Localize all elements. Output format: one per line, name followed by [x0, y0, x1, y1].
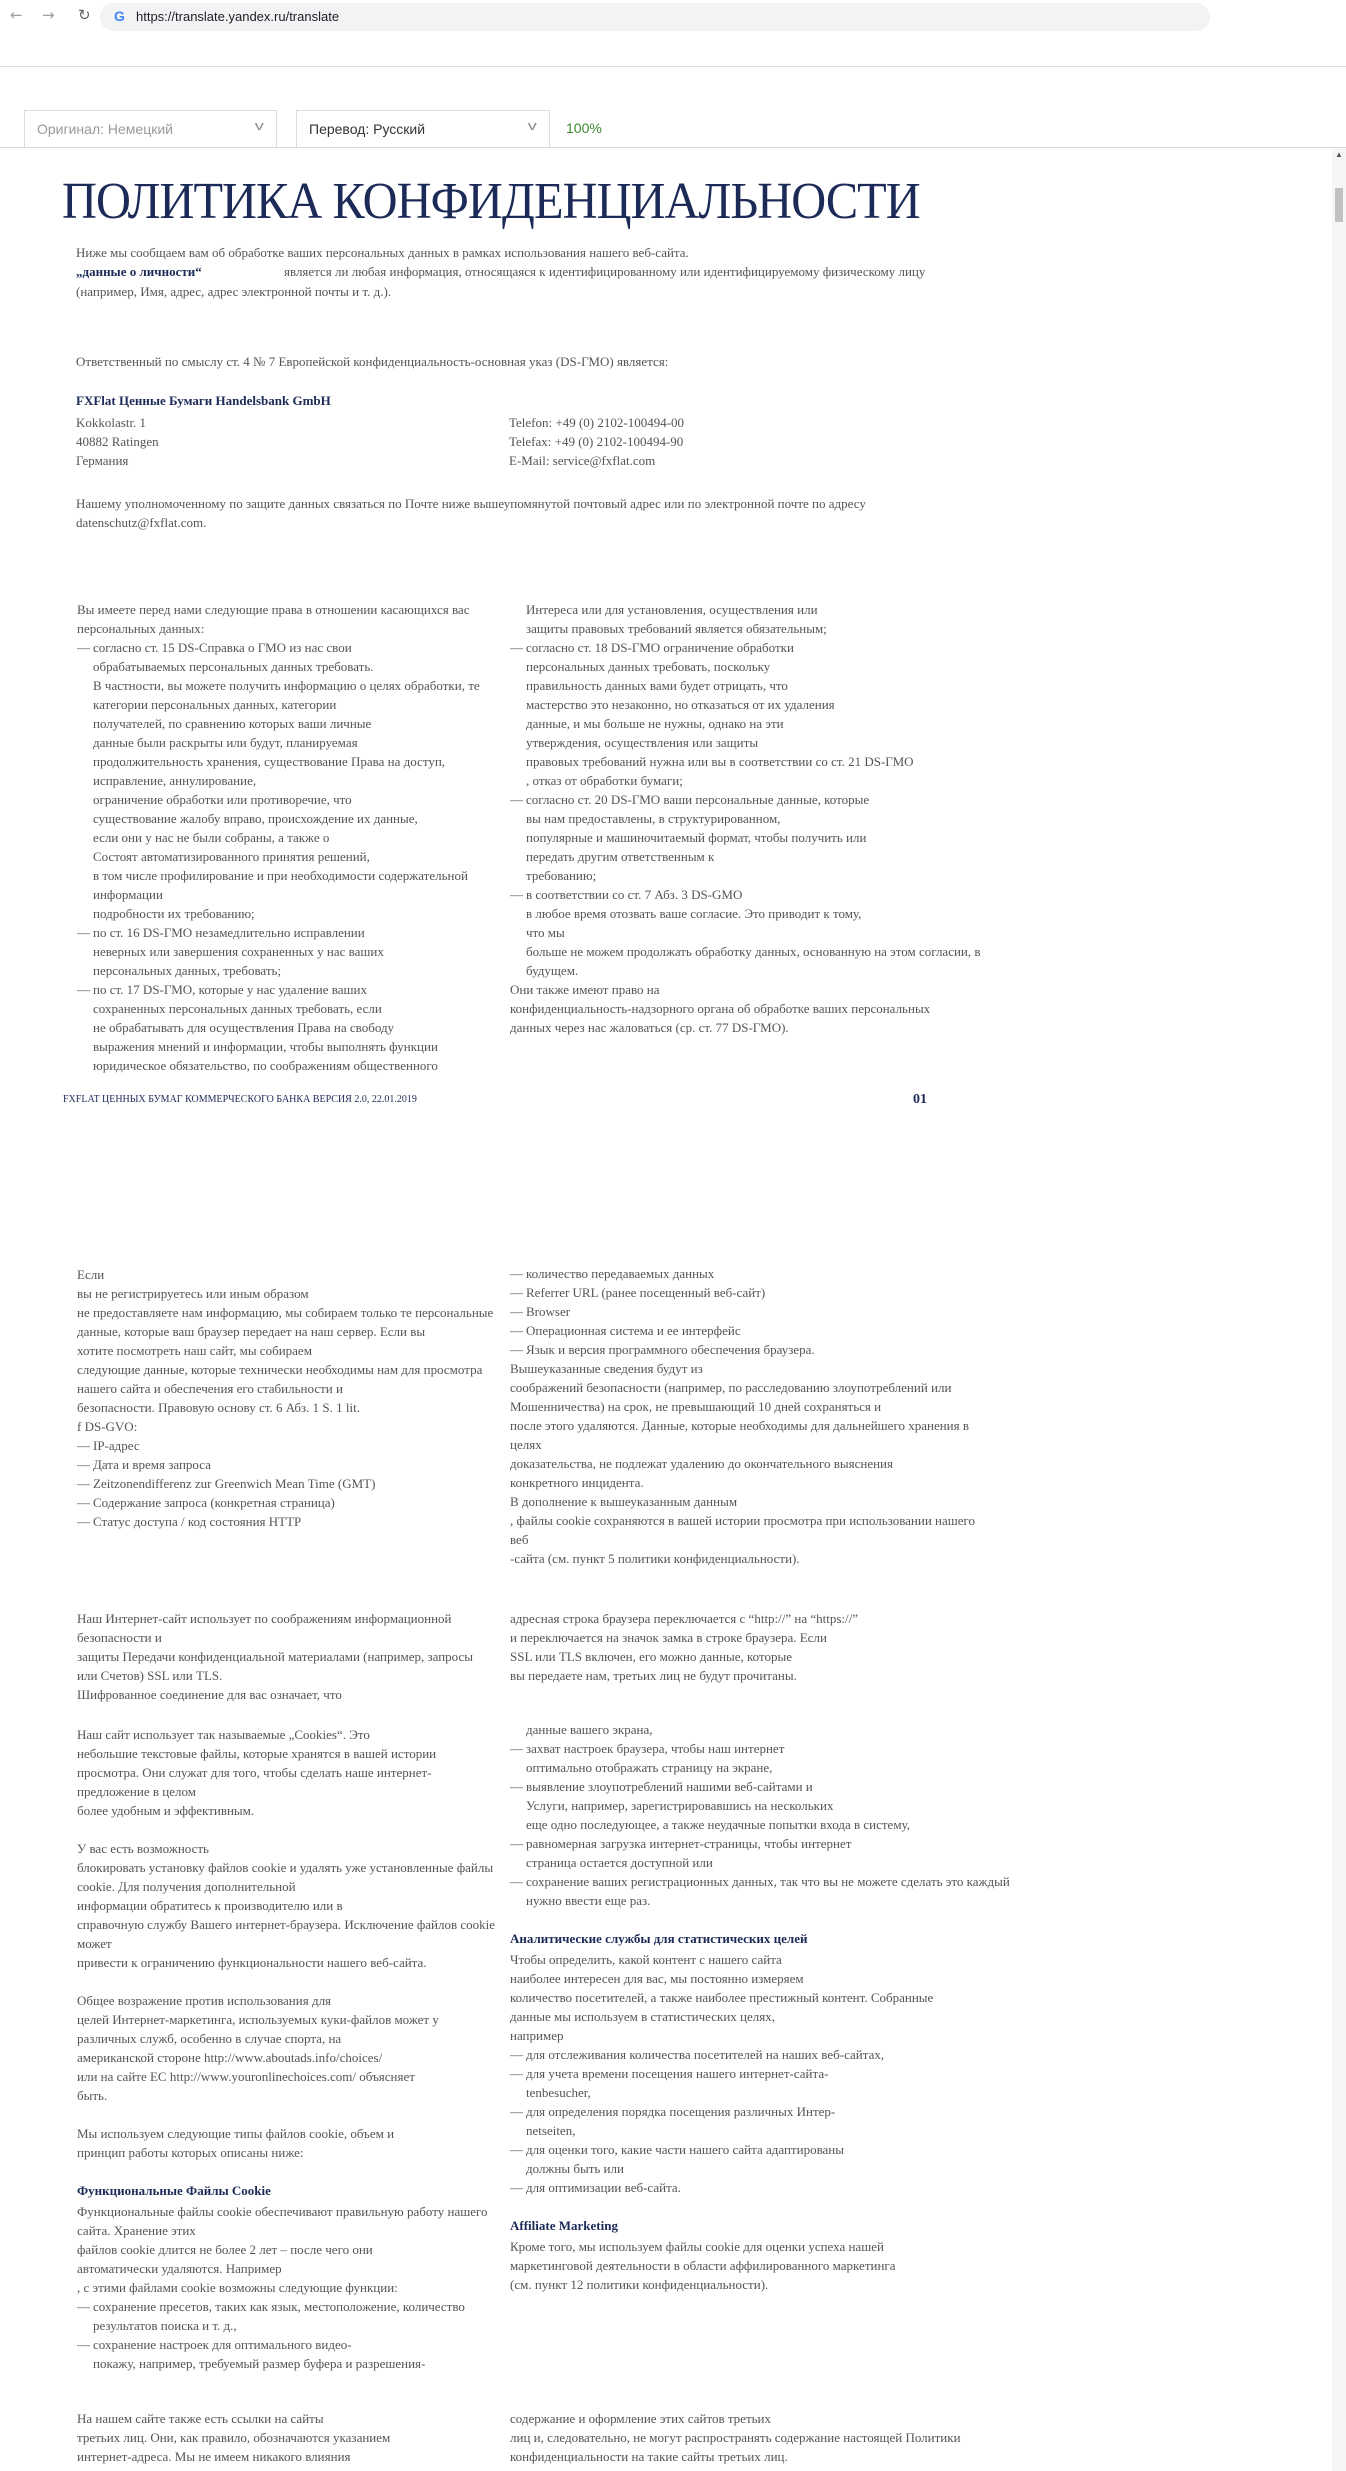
- paragraph: [77, 2124, 497, 2162]
- paragraph: [77, 1991, 497, 2105]
- paragraph: [77, 1839, 497, 1972]
- paragraph: [510, 1950, 1010, 2045]
- dash-bullet-icon: —: [77, 2337, 90, 2352]
- text-line: данные мы используем в статистических целях,: [510, 2009, 775, 2024]
- text-line: Мошенничества) на срок, не превышающий 10 дней сохраняться и: [510, 1399, 882, 1414]
- address-city: 40882 Ratingen: [76, 434, 159, 449]
- text-line: конфиденциальность-надзорного органа об обработке ваших персональных: [510, 1001, 931, 1016]
- list-item: [510, 1834, 1010, 1872]
- section-heading: Аналитические службы для статистических целей: [510, 1931, 808, 1946]
- page-footer: FXFLAT ЦЕННЫХ БУМАГ КОММЕРЧЕСКОГО БАНКА ВЕРСИЯ 2.0, 22.01.2019: [63, 1094, 417, 1105]
- text-line: неверных или завершения сохраненных у нас ваших: [93, 944, 384, 959]
- text-line: сохраненных персональных данных требовать, если: [93, 1001, 382, 1016]
- dash-bullet-icon: —: [510, 1323, 523, 1338]
- list-item-continuation: [510, 1720, 1010, 1739]
- page-title: ПОЛИТИКА КОНФИДЕНЦИАЛЬНОСТИ: [62, 173, 920, 230]
- contact-fax: Telefax: +49 (0) 2102-100494-90: [509, 434, 684, 449]
- text-line: интернет-адреса. Мы не имеем никакого влияния: [77, 2449, 351, 2464]
- dash-bullet-icon: —: [510, 1304, 523, 1319]
- text-line: сайта. Хранение этих: [77, 2223, 196, 2238]
- text-line: получателей, по сравнению которых ваши личные: [93, 716, 372, 731]
- google-logo-icon: G: [114, 8, 125, 24]
- text-line: быть.: [77, 2088, 108, 2103]
- list-item: [510, 2178, 1010, 2197]
- scroll-up-arrow-icon[interactable]: ▲: [1335, 150, 1343, 159]
- list-item: [510, 1340, 975, 1359]
- scrollbar-thumb[interactable]: [1335, 188, 1343, 222]
- dash-bullet-icon: —: [510, 2142, 523, 2157]
- text-line: для оценки того, какие части нашего сайта адаптированы: [526, 2142, 844, 2157]
- list-item-continuation: [510, 600, 981, 638]
- text-line: после этого удаляются. Данные, которые необходимы для дальнейшего хранения в: [510, 1418, 969, 1433]
- dash-bullet-icon: —: [510, 1741, 523, 1756]
- list-item: [510, 1739, 1010, 1777]
- text-line: содержание и оформление этих сайтов третьих: [510, 2411, 772, 2426]
- text-line: количество передаваемых данных: [526, 1266, 715, 1281]
- list-item: [77, 1455, 497, 1474]
- text-line: файлов cookie длится не более 2 лет – после чего они: [77, 2242, 373, 2257]
- spacer: [510, 2197, 1010, 2216]
- text-line: данные, и мы больше не нужны, однако на эти: [526, 716, 784, 731]
- list-item: [510, 2102, 1010, 2140]
- text-line: , с этими файлами cookie возможны следующие функции:: [77, 2280, 398, 2295]
- text-line: равномерная загрузка интернет-страницы, чтобы интернет: [526, 1836, 852, 1851]
- paragraph: [510, 1609, 858, 1685]
- company-name: FXFlat Ценные Бумаги Handelsbank GmbH: [76, 393, 331, 408]
- text-line: выражения мнений и информации, чтобы выполнять функции: [93, 1039, 438, 1054]
- dash-bullet-icon: —: [77, 982, 90, 997]
- text-line: доказательства, не подлежат удалению до окончательного выяснения: [510, 1456, 893, 1471]
- text-line: автоматически удаляются. Например: [77, 2261, 282, 2276]
- ssl-left-column: [77, 1609, 497, 1704]
- browser-toolbar: [0, 0, 1346, 36]
- dash-bullet-icon: —: [510, 1342, 523, 1357]
- url-text[interactable]: https://translate.yandex.ru/translate: [136, 9, 340, 24]
- text-line: Кроме того, мы используем файлы cookie для оценки успеха нашей: [510, 2239, 884, 2254]
- list-item: [77, 923, 497, 980]
- text-line: Наш Интернет-сайт использует по соображениям информационной безопасности и: [77, 1611, 452, 1645]
- text-line: Функциональные файлы cookie обеспечивают правильную работу нашего: [77, 2204, 488, 2219]
- text-line: привести к ограничению функциональности нашего веб-сайта.: [77, 1955, 427, 1970]
- text-line: безопасности. Правовую основу ст. 6 Абз. 1 S. 1 lit.: [77, 1400, 360, 1415]
- list-item: [77, 1474, 497, 1493]
- paragraph: [77, 2202, 497, 2297]
- translation-progress: 100%: [566, 120, 602, 136]
- text-line: IP-адрес: [93, 1438, 140, 1453]
- paragraph: [77, 1725, 497, 1820]
- paragraph: [510, 980, 981, 1037]
- list-item: [510, 638, 981, 790]
- cookies-right-column: [510, 1720, 1010, 2294]
- text-line: В частности, вы можете получить информацию о целях обработки, те: [93, 678, 480, 693]
- text-line: для оптимизации веб-сайта.: [526, 2180, 681, 2195]
- text-line: или Счетов) SSL или TLS.: [77, 1668, 223, 1683]
- list-item: [510, 885, 981, 980]
- text-line: оптимально отображать страницу на экране,: [526, 1760, 773, 1775]
- text-line: Содержание запроса (конкретная страница): [93, 1495, 335, 1510]
- dash-bullet-icon: —: [510, 1779, 523, 1794]
- list-item: [510, 1872, 1010, 1910]
- text-line: небольшие текстовые файлы, которые хранятся в вашей истории: [77, 1746, 437, 1761]
- target-language-label: Перевод: Русский: [309, 121, 426, 137]
- dash-bullet-icon: —: [510, 1266, 523, 1281]
- text-line: защиты правовых требований является обязательным;: [526, 621, 827, 636]
- list-item: [510, 2064, 1010, 2102]
- dash-bullet-icon: —: [510, 1836, 523, 1851]
- text-line: Статус доступа / код состояния HTTP: [93, 1514, 302, 1529]
- section-heading: Функциональные Файлы Cookie: [77, 2183, 271, 2198]
- intro-text: Ниже мы сообщаем вам об обработке ваших персональных данных в рамках использования нашего веб-сайта.: [76, 245, 689, 260]
- text-line: следующие данные, которые технически необходимы нам для просмотра: [77, 1362, 483, 1377]
- text-line: более удобным и эффективным.: [77, 1803, 255, 1818]
- contact-phone: Telefon: +49 (0) 2102-100494-00: [509, 415, 685, 430]
- list-item: [510, 2045, 1010, 2064]
- text-line: выявление злоупотреблений нашими веб-сайтами и: [526, 1779, 813, 1794]
- text-line: в том числе профилирование и при необходимости содержательной информации: [93, 868, 468, 902]
- text-line: целей Интернет-маркетинга, используемых куки-файлов может у: [77, 2012, 439, 2027]
- list-item: [77, 2335, 497, 2373]
- text-line: вы нам предоставлены, в структурированном,: [526, 811, 781, 826]
- text-line: для определения порядка посещения различных Интер-: [526, 2104, 836, 2119]
- source-language-dropdown[interactable]: [24, 110, 277, 147]
- chevron-down-icon: v: [527, 118, 537, 133]
- dash-bullet-icon: —: [77, 925, 90, 940]
- text-line: не предоставляете нам информацию, мы собираем только те персональные: [77, 1305, 494, 1320]
- text-line: Состоят автоматизированного принятия решений,: [93, 849, 370, 864]
- text-line: Дата и время запроса: [93, 1457, 211, 1472]
- dash-bullet-icon: —: [77, 1495, 90, 1510]
- rights-right-column: [510, 600, 981, 1037]
- dash-bullet-icon: —: [510, 2180, 523, 2195]
- list-item: [510, 790, 981, 885]
- text-line: защиты Передачи конфиденциальной материалами (например, запросы: [77, 1649, 473, 1664]
- text-line: популярные и машиночитаемый формат, чтобы получить или: [526, 830, 867, 845]
- text-line: по ст. 17 DS-ГМО, которые у нас удаление ваших: [93, 982, 367, 997]
- text-line: вы передаете нам, третьих лиц не будут прочитаны.: [510, 1668, 797, 1683]
- spacer: [77, 2105, 497, 2124]
- text-line: netseiten,: [526, 2123, 576, 2138]
- text-line: tenbesucher,: [526, 2085, 591, 2100]
- text-line: захват настроек браузера, чтобы наш интернет: [526, 1741, 785, 1756]
- text-line: конкретного инцидента.: [510, 1475, 644, 1490]
- text-line: справочную службу Вашего интернет-браузера. Исключение файлов cookie может: [77, 1917, 496, 1951]
- list-item: [77, 1436, 497, 1455]
- text-line: веб: [510, 1532, 529, 1547]
- text-line: Вы имеете перед нами следующие права в отношении касающихся вас: [77, 602, 470, 617]
- text-line: сохранение ваших регистрационных данных, так что вы не можете сделать это каждый: [526, 1874, 1010, 1889]
- text-line: , отказ от обработки бумаги;: [526, 773, 683, 788]
- text-line: На нашем сайте также есть ссылки на сайты: [77, 2411, 324, 2426]
- text-line: Интереса или для установления, осуществления или: [526, 602, 818, 617]
- dash-bullet-icon: —: [77, 1438, 90, 1453]
- links-right-column: [510, 2409, 961, 2466]
- chevron-down-icon: v: [254, 118, 264, 133]
- paragraph: [510, 2409, 961, 2466]
- spacer: [510, 1910, 1010, 1929]
- vertical-scrollbar[interactable]: [1332, 148, 1346, 2471]
- text-line: f DS-GVO:: [77, 1419, 138, 1434]
- text-line: персональных данных:: [77, 621, 205, 636]
- text-line: Если: [77, 1267, 105, 1282]
- text-line: категории персональных данных, категории: [93, 697, 337, 712]
- text-line: Шифрованное соединение для вас означает, что: [77, 1687, 342, 1702]
- text-line: Browser: [526, 1304, 571, 1319]
- dpo-text: Нашему уполномоченному по защите данных связаться по Почте ниже вышеупомянутой почтовый адрес или по электронной почте по адресу: [76, 496, 866, 511]
- paragraph: [510, 1359, 975, 1568]
- text-line: маркетинговой деятельности в области аффилированного маркетинга: [510, 2258, 896, 2273]
- dash-bullet-icon: —: [510, 2104, 523, 2119]
- list-item: [77, 980, 497, 1075]
- text-line: по ст. 16 DS-ГМО незамедлительно исправлении: [93, 925, 365, 940]
- text-line: продолжительность хранения, существование Права на доступ, исправление, аннулирование,: [93, 754, 446, 788]
- text-line: еще одно последующее, а также неудачные попытки входа в систему,: [526, 1817, 911, 1832]
- collection-left-column: [77, 1265, 497, 1531]
- text-line: американской стороне http://www.aboutads.info/choices/: [77, 2050, 383, 2065]
- toolbar-divider: [0, 147, 1346, 148]
- divider: [0, 66, 1346, 67]
- text-line: не обрабатывать для осуществления Права на свободу: [93, 1020, 395, 1035]
- dash-bullet-icon: —: [510, 887, 523, 902]
- text-line: Общее возражение против использования для: [77, 1993, 332, 2008]
- text-line: сохранение настроек для оптимального видео-: [93, 2337, 352, 2352]
- text-line: согласно ст. 15 DS-Справка о ГМО из нас свои: [93, 640, 352, 655]
- dash-bullet-icon: —: [510, 1874, 523, 1889]
- text-line: правильность данных вами будет отрицать, что: [526, 678, 788, 693]
- text-line: например: [510, 2028, 564, 2043]
- text-line: адресная строка браузера переключается с “http://” на “https://”: [510, 1611, 859, 1626]
- address-street: Kokkolastr. 1: [76, 415, 147, 430]
- dash-bullet-icon: —: [77, 1476, 90, 1491]
- text-line: правовых требований нужна или вы в соответствии со ст. 21 DS-ГМО: [526, 754, 914, 769]
- spacer: [77, 1972, 497, 1991]
- text-line: принцип работы которых описаны ниже:: [77, 2145, 304, 2160]
- text-line: для учета времени посещения нашего интернет-сайта-: [526, 2066, 829, 2081]
- text-line: данные вашего экрана,: [526, 1722, 653, 1737]
- text-line: данные, которые ваш браузер передает на наш сервер. Если вы: [77, 1324, 426, 1339]
- text-line: просмотра. Они служат для того, чтобы сделать наше интернет-предложение в целом: [77, 1765, 432, 1799]
- text-line: мастерство это незаконно, но отказаться от их удаления: [526, 697, 835, 712]
- list-item: [77, 638, 497, 923]
- dash-bullet-icon: —: [77, 1457, 90, 1472]
- paragraph: [77, 2409, 497, 2466]
- address-country: Германия: [76, 453, 129, 468]
- text-line: страница остается доступной или: [526, 1855, 713, 1870]
- spacer: [77, 1820, 497, 1839]
- dash-bullet-icon: —: [510, 1285, 523, 1300]
- text-line: блокировать установку файлов cookie и удалять уже установленные файлы cookie. Для получения дополнительной: [77, 1860, 494, 1894]
- text-line: в соответствии со ст. 7 Абз. 3 DS-GMO: [526, 887, 743, 902]
- spacer: [77, 2162, 497, 2181]
- list-item: [510, 1321, 975, 1340]
- target-language-dropdown[interactable]: [296, 110, 550, 147]
- text-line: Они также имеют право на: [510, 982, 660, 997]
- text-line: вы не регистрируетесь или иным образом: [77, 1286, 309, 1301]
- intro-definition: является ли любая информация, относящаяся к идентифицированному или идентифицируемому физическому лицу: [284, 264, 926, 279]
- dash-bullet-icon: —: [510, 2066, 523, 2081]
- text-line: сохранение пресетов, таких как язык, местоположение, количество: [93, 2299, 465, 2314]
- text-line: или на сайте ЕС http://www.youronlinechoices.com/ объясняет: [77, 2069, 415, 2084]
- dash-bullet-icon: —: [77, 640, 90, 655]
- dash-bullet-icon: —: [510, 2047, 523, 2062]
- text-line: нужно ввести еще раз.: [526, 1893, 651, 1908]
- text-line: хотите посмотреть наш сайт, мы собираем: [77, 1343, 312, 1358]
- text-line: Язык и версия программного обеспечения браузера.: [526, 1342, 815, 1357]
- text-line: обрабатываемых персональных данных требовать.: [93, 659, 374, 674]
- ssl-right-column: [510, 1609, 858, 1685]
- list-item: [510, 2140, 1010, 2178]
- text-line: данных через нас жаловаться (ср. ст. 77 DS-ГМО).: [510, 1020, 789, 1035]
- text-line: будущем.: [526, 963, 579, 978]
- text-line: должны быть или: [526, 2161, 624, 2176]
- text-line: Вышеуказанные сведения будут из: [510, 1361, 703, 1376]
- paragraph: [77, 1609, 497, 1704]
- dash-bullet-icon: —: [77, 1514, 90, 1529]
- text-line: Услуги, например, зарегистрировавшись на нескольких: [526, 1798, 834, 1813]
- text-line: результатов поиска и т. д.,: [93, 2318, 237, 2333]
- cookies-left-column: [77, 1725, 497, 2373]
- list-item: [77, 2297, 497, 2335]
- text-line: информации обратитесь к производителю или в: [77, 1898, 343, 1913]
- text-line: , файлы cookie сохраняются в вашей истории просмотра при использовании нашего: [510, 1513, 976, 1528]
- text-line: соображений безопасности (например, по расследованию злоупотреблений или: [510, 1380, 952, 1395]
- text-line: количество посетителей, а также наиболее престижный контент. Собранные: [510, 1990, 934, 2005]
- dash-bullet-icon: —: [510, 792, 523, 807]
- text-line: В дополнение к вышеуказанным данным: [510, 1494, 738, 1509]
- forward-arrow-icon[interactable]: →: [42, 6, 55, 24]
- text-line: согласно ст. 18 DS-ГМО ограничение обработки: [526, 640, 794, 655]
- text-line: -сайта (см. пункт 5 политики конфиденциальности).: [510, 1551, 800, 1566]
- text-line: Мы используем следующие типы файлов cookie, объем и: [77, 2126, 395, 2141]
- dpo-email[interactable]: datenschutz@fxflat.com.: [76, 515, 207, 530]
- intro-term: „данные о личности“: [76, 264, 202, 279]
- text-line: юридическое обязательство, по соображениям общественного: [93, 1058, 438, 1073]
- list-item: [510, 1264, 975, 1283]
- text-line: нашего сайта и обеспечения его стабильности и: [77, 1381, 343, 1396]
- text-line: если они у нас не были собраны, а также о: [93, 830, 330, 845]
- text-line: передать другим ответственным к: [526, 849, 715, 864]
- section-heading: Affiliate Marketing: [510, 2218, 618, 2233]
- text-line: Наш сайт использует так называемые „Cookies“. Это: [77, 1727, 370, 1742]
- list-item: [510, 1302, 975, 1321]
- text-line: согласно ст. 20 DS-ГМО ваши персональные данные, которые: [526, 792, 870, 807]
- text-line: SSL или TLS включен, его можно данные, которые: [510, 1649, 793, 1664]
- text-line: конфиденциальности на такие сайты третьих лиц.: [510, 2449, 788, 2464]
- responsible-text: Ответственный по смыслу ст. 4 № 7 Европейской конфиденциальность-основная указ (DS-ГМО) является:: [76, 354, 669, 369]
- dash-bullet-icon: —: [77, 2299, 90, 2314]
- address-bar[interactable]: [100, 3, 1210, 31]
- text-line: различных служб, особенно в случае спорта, на: [77, 2031, 342, 2046]
- reload-icon[interactable]: ↻: [78, 6, 91, 24]
- text-line: персональных данных, требовать;: [93, 963, 282, 978]
- paragraph: [510, 2237, 1010, 2294]
- text-line: Referrer URL (ранее посещенный веб-сайт): [526, 1285, 766, 1300]
- text-line: лиц и, следовательно, не могут распространять содержание настоящей Политики: [510, 2430, 961, 2445]
- text-line: данные были раскрыты или будут, планируемая: [93, 735, 358, 750]
- source-language-label: Оригинал: Немецкий: [37, 121, 173, 137]
- text-line: и переключается на значок замка в строке браузера. Если: [510, 1630, 827, 1645]
- intro-example: (например, Имя, адрес, адрес электронной почты и т. д.).: [76, 284, 392, 299]
- paragraph: [77, 600, 497, 638]
- text-line: требованию;: [526, 868, 597, 883]
- text-line: больше не можем продолжать обработку данных, основанную на этом согласии, в: [526, 944, 981, 959]
- list-item: [77, 1512, 497, 1531]
- text-line: наиболее интересен для вас, мы постоянно измеряем: [510, 1971, 804, 1986]
- text-line: целях: [510, 1437, 542, 1452]
- paragraph: [77, 1265, 497, 1436]
- text-line: третьих лиц. Они, как правило, обозначаются указанием: [77, 2430, 391, 2445]
- text-line: для отслеживания количества посетителей на наших веб-сайтах,: [526, 2047, 885, 2062]
- back-arrow-icon[interactable]: ←: [10, 6, 23, 24]
- collection-right-column: [510, 1264, 975, 1568]
- text-line: ограничение обработки или противоречие, что: [93, 792, 352, 807]
- rights-left-column: [77, 600, 497, 1075]
- text-line: Zeitzonendifferenz zur Greenwich Mean Time (GMT): [93, 1476, 376, 1491]
- text-line: в любое время отозвать ваше согласие. Это приводит к тому,: [526, 906, 862, 921]
- text-line: подробности их требованию;: [93, 906, 255, 921]
- text-line: что мы: [526, 925, 565, 940]
- text-line: утверждения, осуществления или защиты: [526, 735, 759, 750]
- contact-email: E-Mail: service@fxflat.com: [509, 453, 656, 468]
- dash-bullet-icon: —: [510, 640, 523, 655]
- text-line: Чтобы определить, какой контент с нашего сайта: [510, 1952, 782, 1967]
- text-line: Операционная система и ее интерфейс: [526, 1323, 741, 1338]
- page-number: 01: [913, 1092, 927, 1107]
- list-item: [510, 1777, 1010, 1834]
- text-line: (см. пункт 12 политики конфиденциальности).: [510, 2277, 769, 2292]
- list-item: [77, 1493, 497, 1512]
- text-line: персональных данных требовать, поскольку: [526, 659, 771, 674]
- text-line: У вас есть возможность: [77, 1841, 209, 1856]
- list-item: [510, 1283, 975, 1302]
- links-left-column: [77, 2409, 497, 2466]
- text-line: существование жалобу вправо, происхождение их данные,: [93, 811, 418, 826]
- text-line: покажу, например, требуемый размер буфера и разрешения-: [93, 2356, 426, 2371]
